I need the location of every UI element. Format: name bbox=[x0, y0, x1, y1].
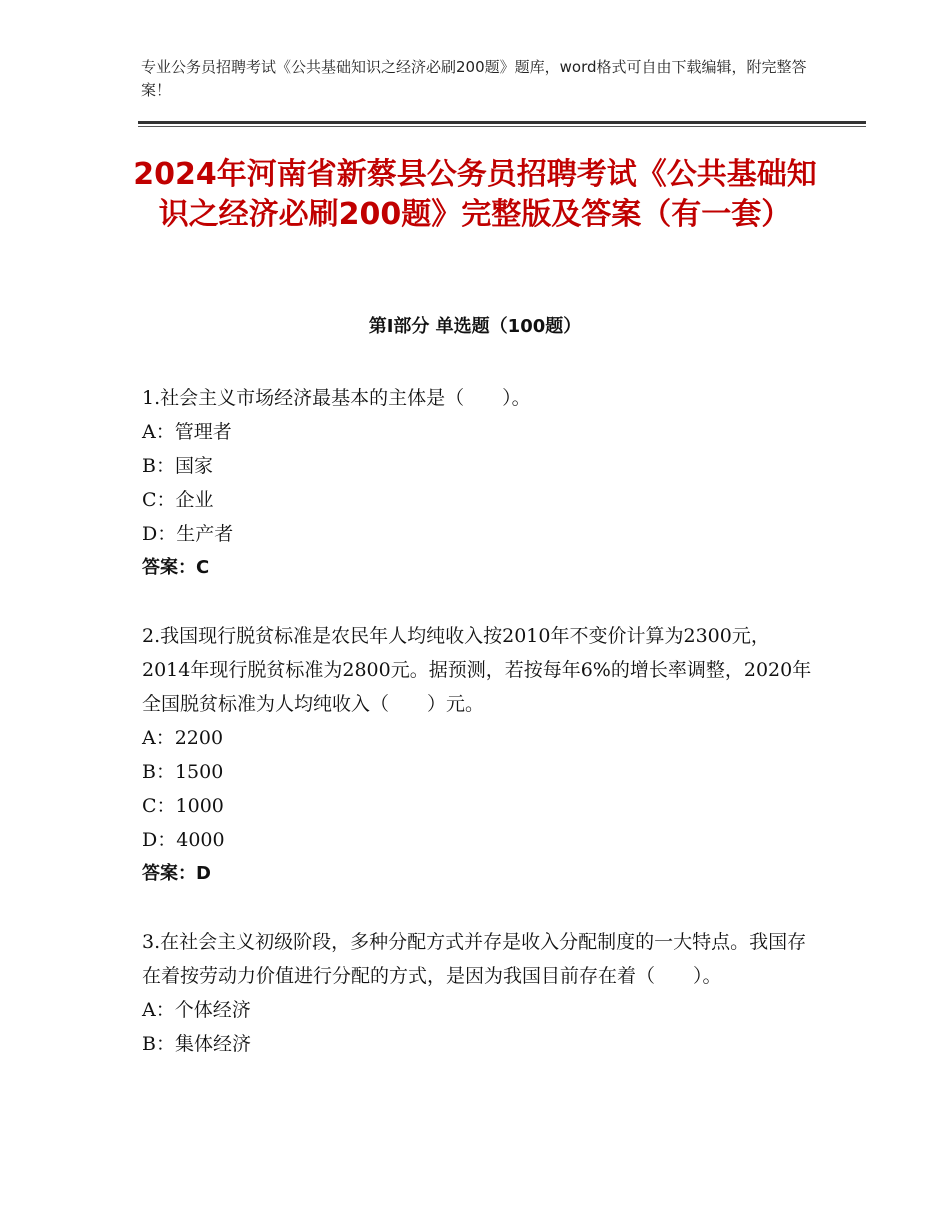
option-d: D：4000 bbox=[142, 829, 225, 851]
answer-label: 答案：D bbox=[142, 863, 211, 884]
question-2 bbox=[142, 619, 814, 891]
question-stem: 3.在社会主义初级阶段，多种分配方式并存是收入分配制度的一大特点。我国存在着按劳动力价值进行分配的方式，是因为我国目前存在着（ ）。 bbox=[142, 931, 807, 987]
answer-label: 答案：C bbox=[142, 557, 210, 578]
question-stem: 1.社会主义市场经济最基本的主体是（ ）。 bbox=[142, 387, 531, 409]
question-1 bbox=[142, 381, 814, 585]
option-a: A：管理者 bbox=[142, 421, 232, 443]
option-c: C：企业 bbox=[142, 489, 214, 511]
option-a: A：2200 bbox=[142, 727, 224, 749]
question-3 bbox=[142, 925, 814, 1061]
option-b: B：国家 bbox=[142, 455, 213, 477]
question-list bbox=[142, 381, 814, 1095]
option-b: B：1500 bbox=[142, 761, 224, 783]
header-note: 专业公务员招聘考试《公共基础知识之经济必刷200题》题库，word格式可自由下载编辑，附完整答案！ bbox=[141, 58, 807, 99]
document-title: 2024年河南省新蔡县公务员招聘考试《公共基础知识之经济必刷200题》完整版及答案（有一套） bbox=[133, 157, 817, 232]
option-a: A：个体经济 bbox=[142, 999, 251, 1021]
header-rule-thick bbox=[138, 121, 866, 124]
question-stem: 2.我国现行脱贫标准是农民年人均纯收入按2010年不变价计算为2300元，2014年现行脱贫标准为2800元。据预测，若按每年6%的增长率调整，2020年全国脱贫标准为人均纯收入（ ）元。 bbox=[142, 625, 812, 715]
option-b: B：集体经济 bbox=[142, 1033, 251, 1055]
option-c: C：1000 bbox=[142, 795, 224, 817]
section-title: 第Ⅰ部分 单选题（100题） bbox=[368, 316, 582, 337]
option-d: D：生产者 bbox=[142, 523, 234, 545]
header-rule-thin bbox=[138, 126, 866, 127]
